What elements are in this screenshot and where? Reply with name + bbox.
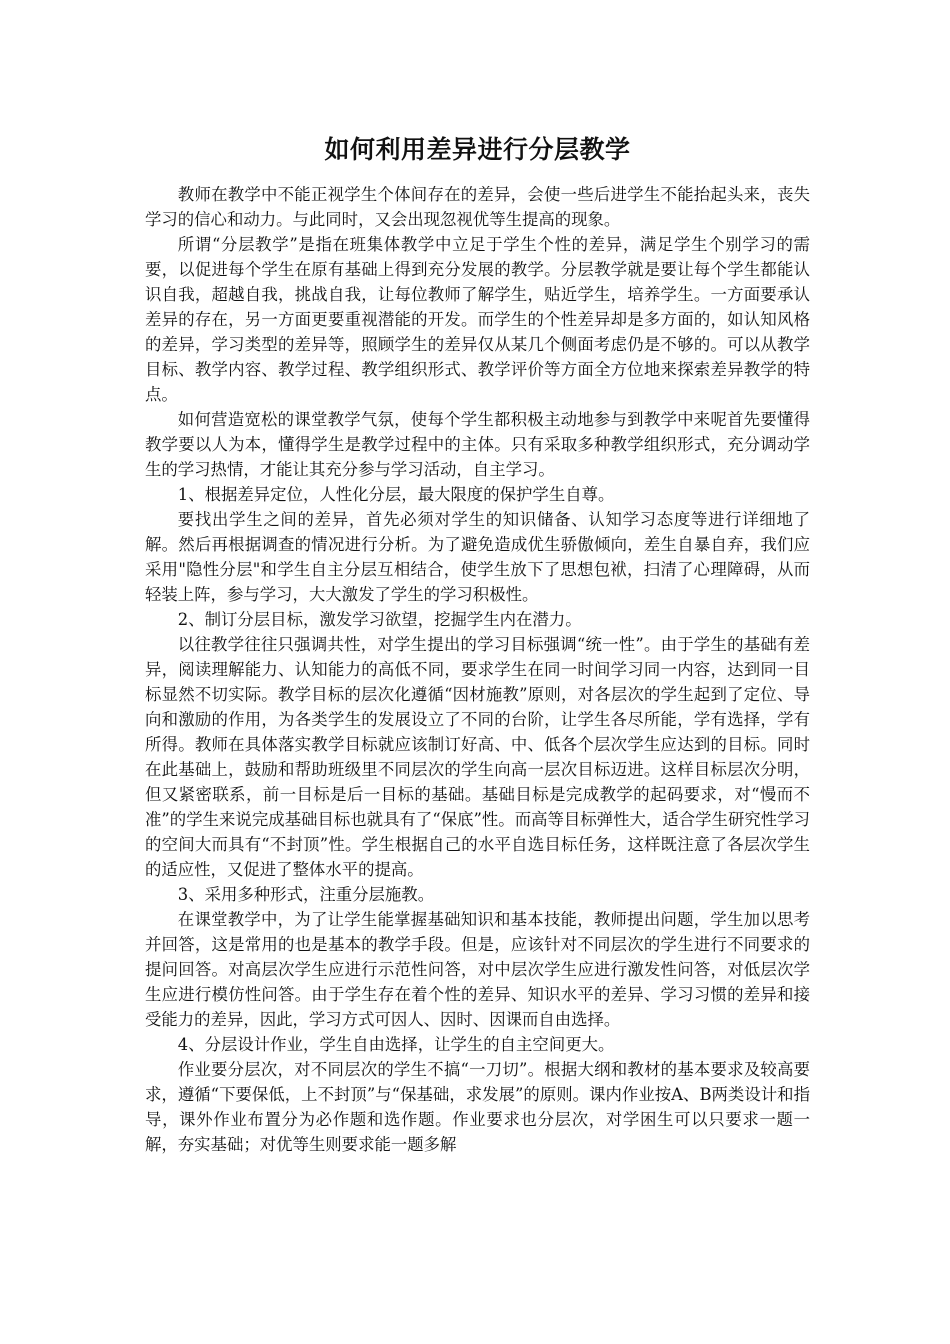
section-heading-3: 3、采用多种形式，注重分层施教。 — [177, 885, 435, 904]
paragraph-section-3: 在课堂教学中，为了让学生能掌握基础知识和基本技能，教师提出问题，学生加以思考并回答，这是常用的也是基本的教学手段。但是，应该针对不同层次的学生进行不同要求的提问回答。对高层次学生应进行示范性问答，对中层次学生应进行激发性问答，对低层次学生应进行模仿性问答。由于学生存在着个性的差异、知识水平的差异、学习习惯的差异和接受能力的差异，因此，学习方式可因人、因时、因课而自由选择。 — [145, 910, 810, 1029]
section-heading-4: 4、分层设计作业，学生自由选择，让学生的自主空间更大。 — [177, 1035, 615, 1054]
paragraph-section-1: 要找出学生之间的差异，首先必须对学生的知识储备、认知学习态度等进行详细地了解。然后再根据调查的情况进行分析。为了避免造成优生骄傲倾向，差生自暴自弃，我们应采用"隐性分层"和学生自主分层互相结合，使学生放下了思想包袱，扫清了心理障碍，从而轻装上阵，参与学习，大大激发了学生的学习积极性。 — [145, 510, 810, 604]
paragraph-definition: 所谓“分层教学”是指在班集体教学中立足于学生个性的差异，满足学生个别学习的需要，以促进每个学生在原有基础上得到充分发展的教学。分层教学就是要让每个学生都能认识自我，超越自我，挑战自我，让每位教师了解学生，贴近学生，培养学生。一方面要承认差异的存在，另一方面更要重视潜能的开发。而学生的个性差异却是多方面的，如认知风格的差异，学习类型的差异等，照顾学生的差异仅从某几个侧面考虑仍是不够的。可以从教学目标、教学内容、教学过程、教学组织形式、教学评价等方面全方位地来探索差异教学的特点。 — [145, 235, 810, 404]
section-heading-1: 1、根据差异定位，人性化分层，最大限度的保护学生自尊。 — [177, 485, 615, 504]
paragraph-atmosphere: 如何营造宽松的课堂教学气氛，使每个学生都积极主动地参与到教学中来呢首先要懂得教学要以人为本，懂得学生是教学过程中的主体。只有采取多种教学组织形式，充分调动学生的学习热情，才能让其充分参与学习活动，自主学习。 — [145, 410, 810, 479]
document-page — [145, 128, 810, 1157]
section-heading-2: 2、制订分层目标，激发学习欲望，挖掘学生内在潜力。 — [177, 610, 582, 629]
paragraph-intro: 教师在教学中不能正视学生个体间存在的差异，会使一些后进学生不能抬起头来，丧失学习的信心和动力。与此同时，又会出现忽视优等生提高的现象。 — [145, 185, 810, 229]
paragraph-section-2: 以往教学往往只强调共性，对学生提出的学习目标强调“统一性”。由于学生的基础有差异，阅读理解能力、认知能力的高低不同，要求学生在同一时间学习同一内容，达到同一目标显然不切实际。教学目标的层次化遵循“因材施教”原则，对各层次的学生起到了定位、导向和激励的作用，为各类学生的发展设立了不同的台阶，让学生各尽所能，学有选择，学有所得。教师在具体落实教学目标就应该制订好高、中、低各个层次学生应达到的目标。同时在此基础上，鼓励和帮助班级里不同层次的学生向高一层次目标迈进。这样目标层次分明，但又紧密联系，前一目标是后一目标的基础。基础目标是完成教学的起码要求，对“慢而不准”的学生来说完成基础目标也就具有了“保底”性。而高等目标弹性大，适合学生研究性学习的空间大而具有“不封顶”性。学生根据自己的水平自选目标任务，这样既注意了各层次学生的适应性，又促进了整体水平的提高。 — [145, 635, 810, 879]
paragraph-section-4: 作业要分层次，对不同层次的学生不搞“一刀切”。根据大纲和教材的基本要求及较高要求，遵循“下要保低，上不封顶”与“保基础，求发展”的原则。课内作业按A、B两类设计和指导，课外作业布置分为必作题和选作题。作业要求也分层次，对学困生可以只要求一题一解，夯实基础；对优等生则要求能一题多解 — [145, 1060, 810, 1154]
document-title: 如何利用差异进行分层教学 — [324, 135, 631, 164]
